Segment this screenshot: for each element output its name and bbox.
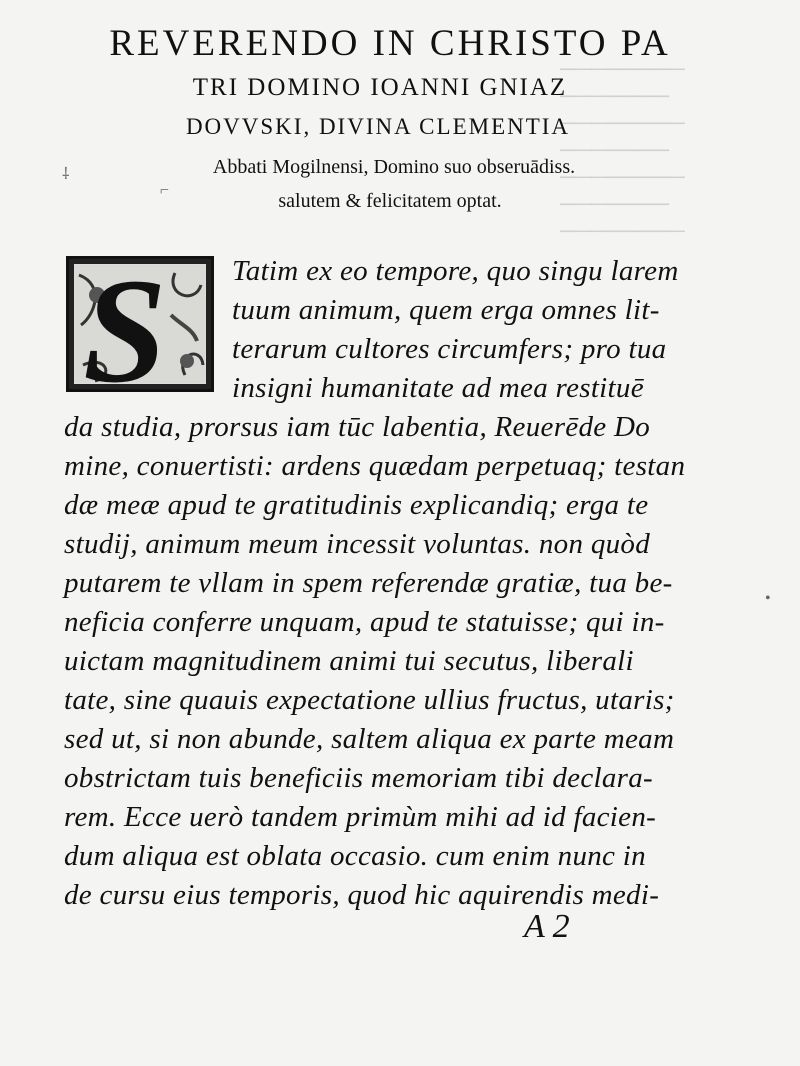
heading-line-1: REVERENDO IN CHRISTO PA (109, 23, 671, 64)
signature-mark: A 2 (524, 908, 570, 945)
text-line: de cursu eius temporis, quod hic aquirendis medi- (64, 879, 660, 911)
heading-line-2: TRI DOMINO IOANNI GNIAZ (192, 74, 568, 101)
margin-mark: ⌐ (160, 182, 170, 199)
text-line: neficia conferre unquam, apud te statuisse; qui in- (64, 606, 665, 638)
heading-line-4: Abbati Mogilnensi, Domino suo obseruādiss. (212, 156, 576, 178)
text-line: da studia, prorsus iam tūc labentia, Reuerēde Do (64, 411, 651, 443)
margin-mark: • (765, 590, 771, 607)
text-line: Tatim ex eo tempore, quo singu larem (232, 255, 679, 287)
text-line: uictam magnitudinem animi tui secutus, liberali (64, 645, 634, 677)
initial-letter: S (83, 248, 167, 414)
text-line: dæ meæ apud te gratitudinis explicandiq; erga te (64, 489, 649, 521)
text-line: dum aliqua est oblata occasio. cum enim nunc in (64, 840, 646, 872)
text-line: studij, animum meum incessit voluntas. non quòd (64, 528, 651, 560)
text-line: rem. Ecce uerò tandem primùm mihi ad id facien- (64, 801, 657, 833)
text-line: putarem te vllam in spem referendæ gratiæ, tua be- (64, 567, 673, 599)
text-line: insigni humanitate ad mea restituē (232, 372, 644, 404)
decorated-initial (66, 248, 214, 414)
text-line: obstrictam tuis beneficiis memoriam tibi declara- (64, 762, 653, 794)
initial-ornament (74, 248, 206, 414)
bleed-through-text: ──────── ─────── ──────── ─────── ──────── ─────── ──────── (560, 56, 685, 243)
text-line: mine, conuertisti: ardens quædam perpetuaq; testan (64, 450, 686, 482)
margin-mark: ⸸ (62, 166, 70, 183)
heading-line-5: salutem & felicitatem optat. (278, 190, 502, 212)
heading-line-3: DOVVSKI, DIVINA CLEMENTIA (185, 114, 571, 139)
text-line: tuum animum, quem erga omnes lit- (232, 294, 660, 326)
text-line: sed ut, si non abunde, saltem aliqua ex parte meam (64, 723, 675, 755)
text-line: tate, sine quauis expectatione ullius fructus, utaris; (64, 684, 675, 716)
text-line: terarum cultores circumfers; pro tua (232, 333, 667, 365)
